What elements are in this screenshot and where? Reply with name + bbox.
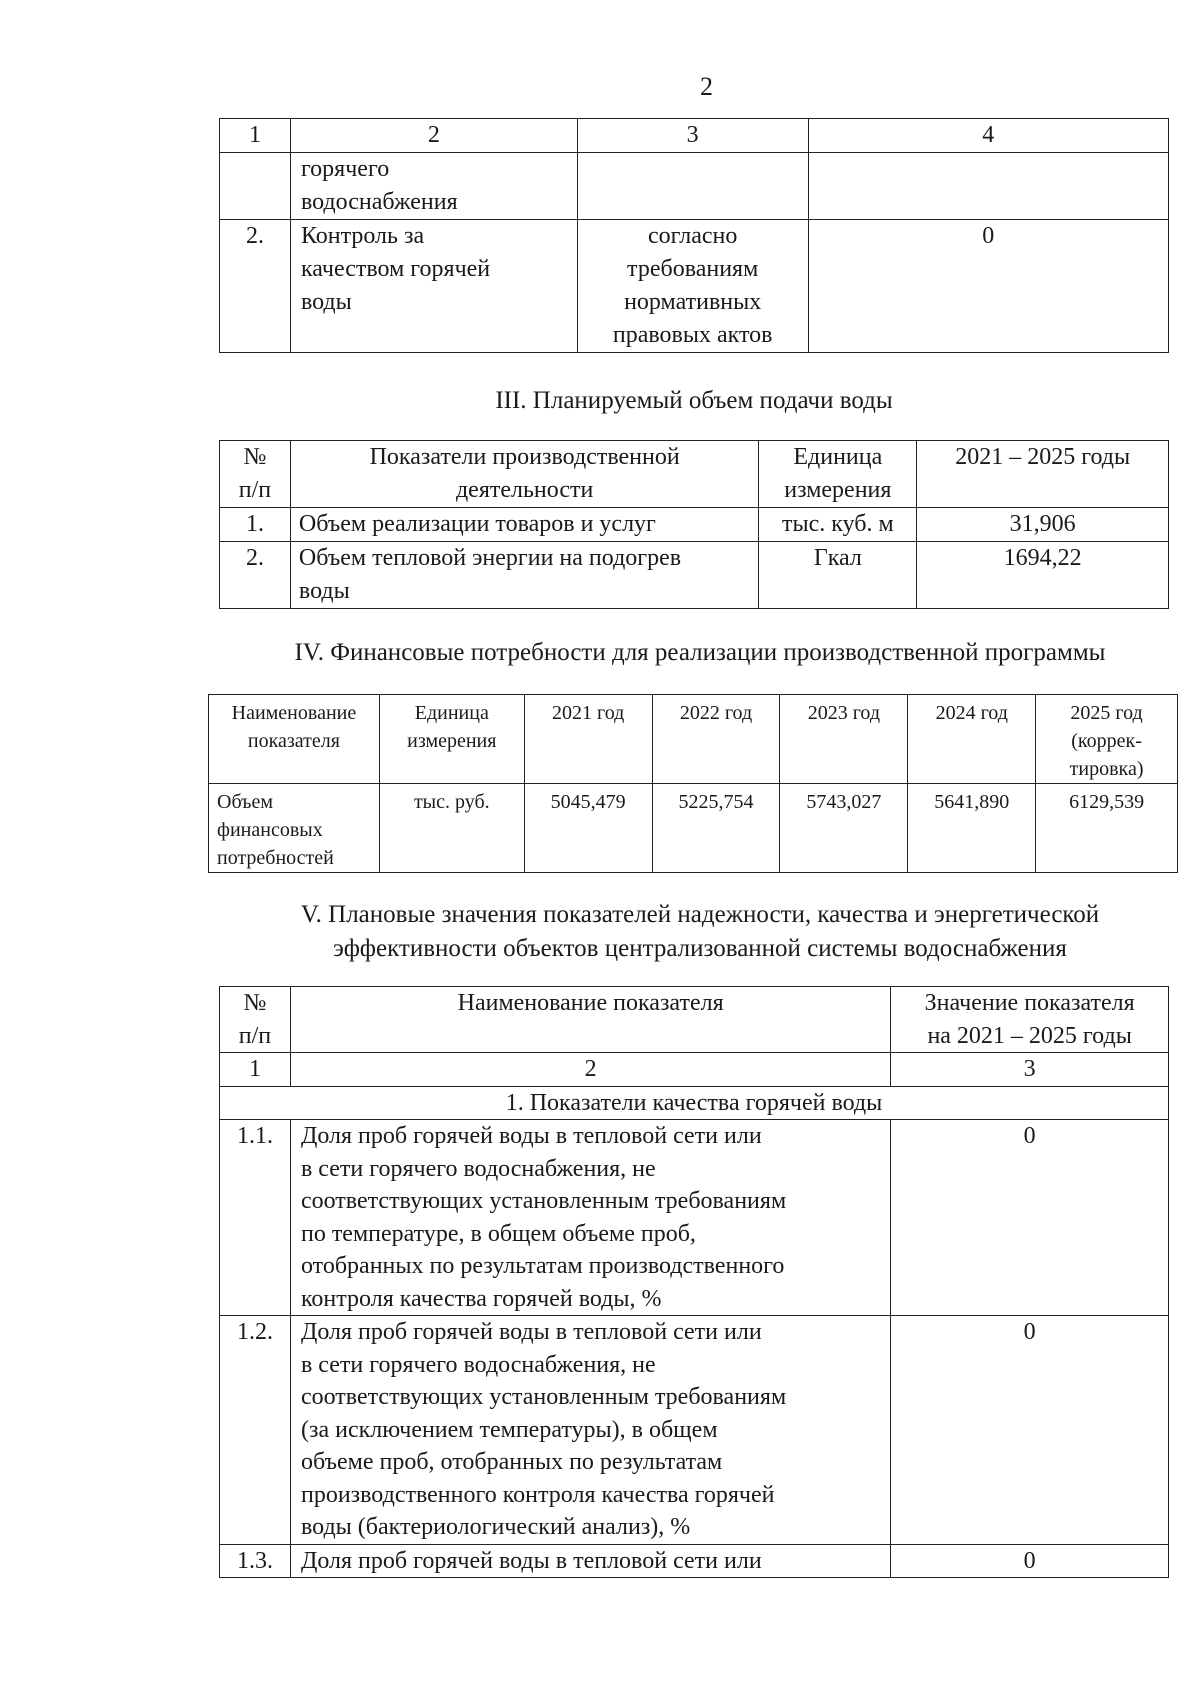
- requirements-cell: [577, 220, 808, 353]
- row-value: 5045,479: [524, 784, 652, 873]
- section-3-heading: III. Планируемый объем подачи воды: [495, 387, 893, 414]
- text-line: водоснабжения: [300, 189, 458, 215]
- table-header-cell: 2: [290, 119, 577, 153]
- text-line: требованиям: [627, 256, 759, 282]
- text-line: Доля проб горячей воды в тепловой сети или: [300, 1547, 762, 1574]
- year-header: [1036, 695, 1178, 784]
- text-line: по температуре, в общем объеме проб,: [300, 1220, 696, 1247]
- text-line: согласно: [647, 223, 738, 249]
- text-line: финансовых: [217, 819, 323, 841]
- table-row: [220, 508, 1169, 542]
- text-line: показателя: [247, 730, 340, 752]
- text-line: в сети горячего водоснабжения, не: [300, 1155, 656, 1182]
- text-line: Контроль за: [300, 223, 425, 249]
- text-line: соответствующих установленным требованиям: [300, 1384, 787, 1410]
- text-line: №: [243, 990, 267, 1016]
- table-row: [220, 1544, 1169, 1578]
- text-line: производственного контроля качества горячей: [300, 1481, 775, 1508]
- name-header: [209, 695, 380, 784]
- table-header-cell: 1: [220, 119, 291, 153]
- table-row: [220, 1316, 1169, 1545]
- text-line: №: [243, 444, 267, 470]
- table-row: [209, 784, 1178, 873]
- num-header: [220, 987, 291, 1053]
- table-row: [220, 220, 1169, 353]
- name-header: Наименование показателя: [290, 987, 890, 1053]
- table-header-row: [220, 441, 1169, 508]
- water-supply-table: [219, 440, 1169, 609]
- row-number: [220, 153, 291, 220]
- group-title: 1. Показатели качества горячей воды: [220, 1086, 1169, 1120]
- column-number-row: [220, 1053, 1169, 1087]
- text-line: Доля проб горячей воды в тепловой сети или: [300, 1123, 762, 1149]
- table-header-row: [209, 695, 1178, 784]
- value-header: [891, 987, 1169, 1053]
- text-line: Показатели производственной: [369, 444, 680, 470]
- num-header: [220, 441, 291, 508]
- row-text: [290, 1120, 890, 1316]
- text-line: Наименование: [231, 702, 357, 724]
- row-number: 1.: [220, 508, 291, 542]
- table-row: [220, 542, 1169, 609]
- unit-header: [379, 695, 524, 784]
- section-4-heading: IV. Финансовые потребности для реализации производственной программы: [294, 639, 1106, 666]
- heading-line: V. Плановые значения показателей надежности, качества и энергетической: [300, 901, 1100, 928]
- text-line: горячего: [300, 156, 390, 182]
- row-text: [290, 1544, 890, 1578]
- year-header: 2022 год: [652, 695, 780, 784]
- row-value: 5641,890: [908, 784, 1036, 873]
- row-value: 1694,22: [917, 542, 1169, 609]
- year-header: 2024 год: [908, 695, 1036, 784]
- row-value: 0: [891, 1544, 1169, 1578]
- text-line: Объем тепловой энергии на подогрев: [298, 545, 682, 571]
- row-value: 5743,027: [780, 784, 908, 873]
- row-unit: тыс. куб. м: [759, 508, 917, 542]
- page-number: 2: [700, 72, 713, 101]
- text-line: Доля проб горячей воды в тепловой сети или: [300, 1319, 762, 1345]
- text-line: правовых актов: [612, 322, 773, 348]
- text-line: п/п: [238, 477, 272, 503]
- text-line: измерения: [407, 730, 497, 752]
- row-text: [290, 1316, 890, 1545]
- row-number: 1.1.: [220, 1120, 291, 1316]
- text-line: воды (бактериологический анализ), %: [300, 1514, 691, 1540]
- text-line: (коррек-: [1071, 730, 1142, 752]
- row-unit: тыс. руб.: [379, 784, 524, 873]
- text-line: (за исключением температуры), в общем: [300, 1416, 718, 1443]
- row-number: 2.: [220, 542, 291, 609]
- row-name: [209, 784, 380, 873]
- text-line: Единица: [414, 702, 489, 724]
- row-name: [290, 153, 577, 220]
- row-value: 31,906: [917, 508, 1169, 542]
- text-line: потребностей: [217, 847, 334, 869]
- table-header-cell: 3: [577, 119, 808, 153]
- row-number: 1.2.: [220, 1316, 291, 1545]
- row-value: 0: [891, 1316, 1169, 1545]
- financial-needs-table: [208, 694, 1178, 873]
- unit-header: [759, 441, 917, 508]
- row-number: 2.: [220, 220, 291, 353]
- text-line: деятельности: [455, 477, 594, 503]
- text-line: на 2021 – 2025 годы: [927, 1022, 1132, 1049]
- row-name: [290, 220, 577, 353]
- empty-cell: [808, 153, 1168, 220]
- table-header-row: [220, 987, 1169, 1053]
- text-line: качеством горячей: [300, 256, 491, 282]
- column-number: 1: [220, 1053, 291, 1087]
- text-line: воды: [298, 578, 350, 604]
- text-line: Объем: [217, 791, 273, 813]
- row-value: 5225,754: [652, 784, 780, 873]
- value-cell: 0: [808, 220, 1168, 353]
- text-line: Объем реализации товаров и услуг: [298, 511, 656, 537]
- indicator-header: [290, 441, 758, 508]
- section-5-heading: [200, 898, 1200, 966]
- text-line: Единица: [793, 444, 883, 470]
- year-header: 2021 год: [524, 695, 652, 784]
- text-line: тировка): [1069, 758, 1144, 780]
- continuation-table: [219, 118, 1169, 353]
- text-line: Значение показателя: [924, 990, 1135, 1016]
- column-number: 3: [891, 1053, 1169, 1087]
- heading-line: эффективности объектов централизованной системы водоснабжения: [333, 935, 1067, 962]
- row-value: 0: [891, 1120, 1169, 1316]
- row-name: [290, 508, 758, 542]
- table-row: [220, 153, 1169, 220]
- text-line: измерения: [784, 477, 892, 503]
- year-header: 2023 год: [780, 695, 908, 784]
- column-number: 2: [290, 1053, 890, 1087]
- text-line: воды: [300, 289, 352, 315]
- table-row: [220, 1120, 1169, 1316]
- text-line: отобранных по результатам производственного: [300, 1253, 785, 1279]
- row-value: 6129,539: [1036, 784, 1178, 873]
- text-line: нормативных: [624, 289, 762, 315]
- text-line: контроля качества горячей воды, %: [300, 1285, 662, 1312]
- text-line: в сети горячего водоснабжения, не: [300, 1351, 656, 1378]
- empty-cell: [577, 153, 808, 220]
- row-number: 1.3.: [220, 1544, 291, 1578]
- text-line: соответствующих установленным требованиям: [300, 1188, 787, 1214]
- period-header: 2021 – 2025 годы: [917, 441, 1169, 508]
- row-name: [290, 542, 758, 609]
- table-header-row: [220, 119, 1169, 153]
- text-line: 2025 год: [1070, 702, 1143, 724]
- indicators-table: [219, 986, 1169, 1578]
- group-title-row: [220, 1086, 1169, 1120]
- text-line: объеме проб, отобранных по результатам: [300, 1449, 723, 1475]
- row-unit: Гкал: [759, 542, 917, 609]
- table-header-cell: 4: [808, 119, 1168, 153]
- text-line: п/п: [238, 1022, 272, 1049]
